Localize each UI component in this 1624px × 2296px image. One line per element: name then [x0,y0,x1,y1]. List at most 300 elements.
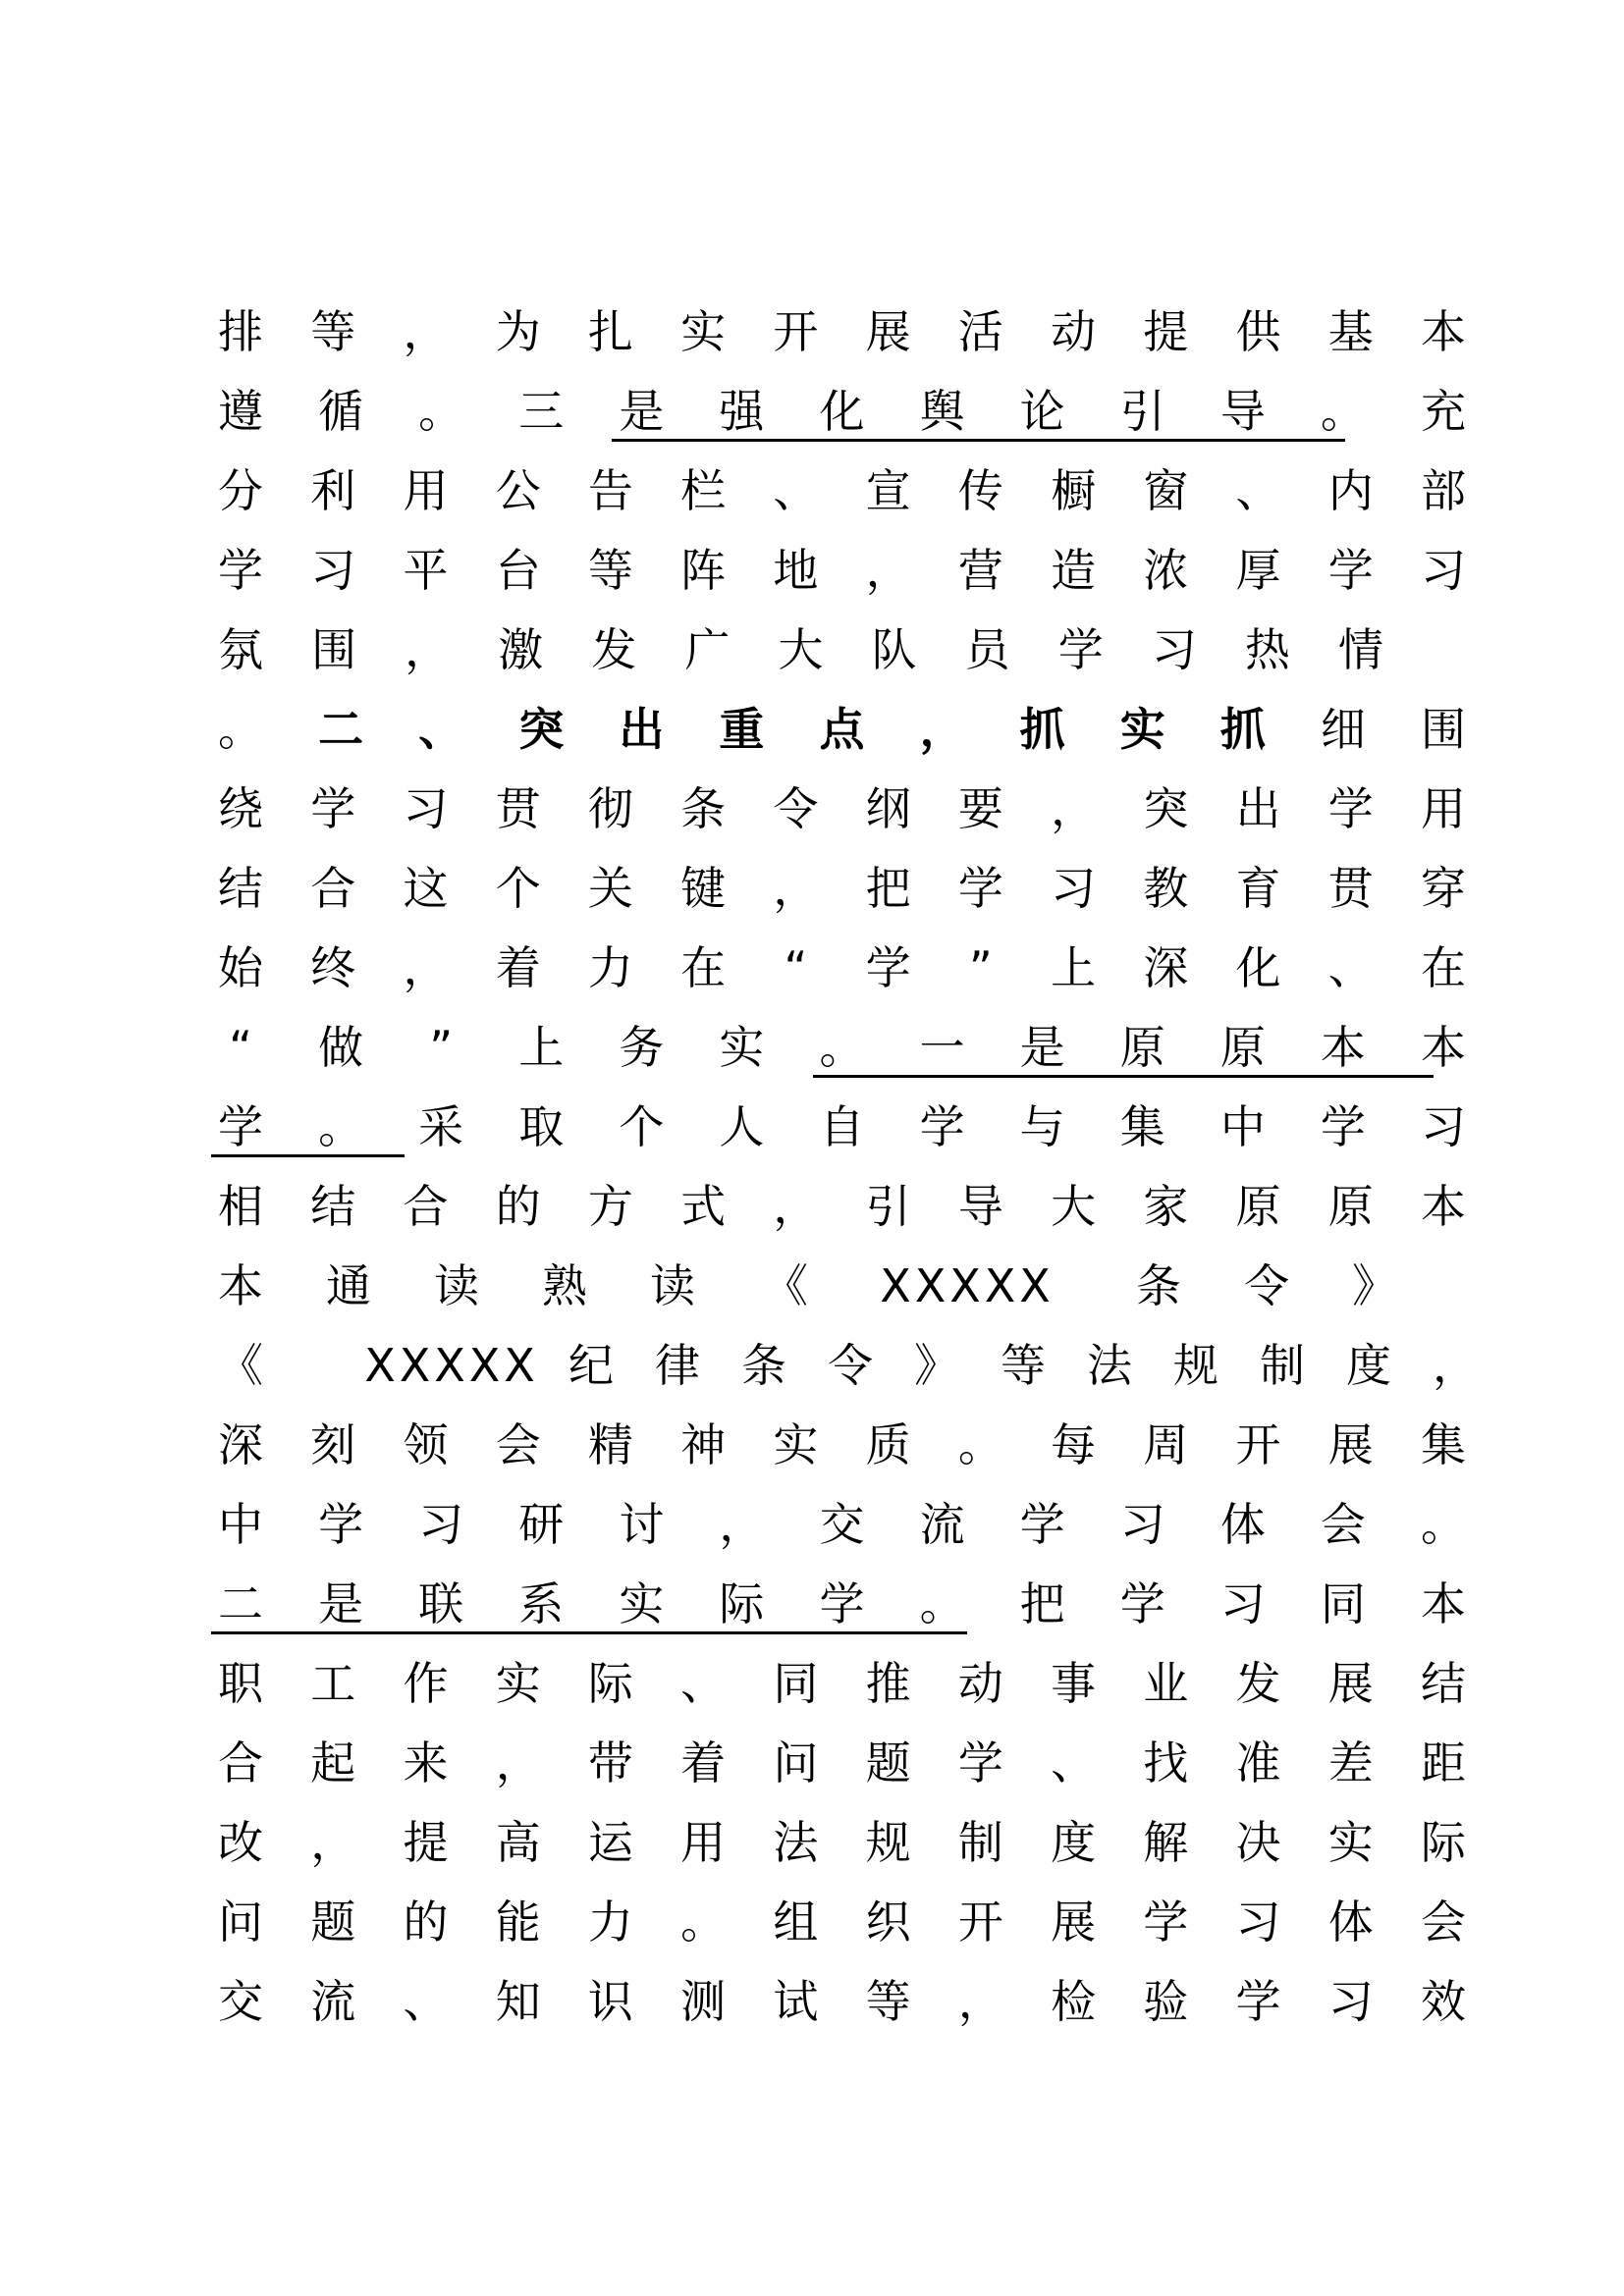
char: 习 [1421,544,1466,597]
char: 学 [1119,1577,1165,1630]
text-line-15 [0,1415,1624,1474]
char: 决 [1235,1816,1281,1869]
underline [211,1631,967,1634]
char: 为 [495,305,541,358]
char: 研 [518,1498,565,1551]
char: 抓 [1019,703,1065,756]
char: 。 [680,1896,727,1949]
char: 橱 [1051,464,1097,517]
char: 学 [865,941,911,994]
char: 在 [680,941,727,994]
char: 化 [1235,941,1281,994]
char: 高 [495,1816,541,1869]
char: 读 [434,1259,479,1312]
char: 引 [865,1180,911,1233]
char: 深 [218,1418,263,1471]
char: 供 [1235,305,1281,358]
char: 习 [403,782,449,835]
char: 排 [218,305,263,358]
char: 本 [1421,1021,1466,1074]
char: ， [1433,1339,1478,1392]
underline [813,1075,1435,1078]
char: 习 [1327,1975,1374,2028]
char: 始 [218,941,263,994]
char: 、 [1235,464,1281,517]
char: 作 [403,1657,449,1710]
char: 实 [719,1021,765,1074]
char: 提 [403,1816,449,1869]
char: 精 [587,1418,633,1471]
char: 找 [1143,1736,1189,1789]
char: 实 [1327,1816,1374,1869]
text-line-19 [0,1734,1624,1792]
char: 员 [964,623,1010,676]
char: 条 [680,782,727,835]
char: 交 [819,1498,865,1551]
char: 。 [318,1100,364,1153]
char: 采 [418,1100,464,1153]
char: 原 [1219,1021,1266,1074]
char: 强 [719,385,765,438]
char: 的 [403,1896,449,1949]
char: 集 [1119,1100,1165,1153]
char: 深 [1143,941,1189,994]
char: 熟 [542,1259,587,1312]
char: 能 [495,1896,541,1949]
char: 把 [1019,1577,1065,1630]
char: 习 [1119,1498,1165,1551]
char: ” [429,1021,454,1074]
char: 学 [957,1736,1003,1789]
char: 点 [819,703,865,756]
char: 制 [957,1816,1003,1869]
char: ， [403,305,449,358]
char: 法 [773,1816,819,1869]
char: 实 [495,1657,541,1710]
char: 度 [1051,1816,1097,1869]
char: 、 [418,703,464,756]
text-line-5 [0,620,1624,679]
char: ， [719,1498,765,1551]
char: 流 [919,1498,965,1551]
char: 习 [1051,862,1097,915]
char: 际 [719,1577,765,1630]
char: 学 [957,862,1003,915]
char: 出 [1235,782,1281,835]
char: 三 [518,385,565,438]
char: 习 [1421,1100,1466,1153]
char: 用 [680,1816,727,1869]
placeholder-text: XXXXX [880,1259,1055,1312]
char: 、 [680,1657,727,1710]
char: 取 [518,1100,565,1153]
char: 抓 [1219,703,1266,756]
underline [211,1154,405,1157]
char: 结 [218,862,263,915]
char: 大 [778,623,824,676]
char: 识 [587,1975,633,2028]
char: 距 [1421,1736,1466,1789]
char: 会 [1320,1498,1366,1551]
char: 题 [865,1736,911,1789]
char: 贯 [495,782,541,835]
text-line-16 [0,1495,1624,1554]
char: 系 [518,1577,565,1630]
char: 是 [318,1577,364,1630]
char: 效 [1421,1975,1466,2028]
char: 会 [1421,1896,1466,1949]
char: 质 [865,1418,911,1471]
char: 展 [1327,1418,1374,1471]
char: 结 [1421,1657,1466,1710]
char: 终 [310,941,356,994]
char: 内 [1327,464,1374,517]
char: 学 [1327,782,1374,835]
char: 原 [1327,1180,1374,1233]
char: ， [1051,782,1097,835]
char: 运 [587,1816,633,1869]
char: 平 [403,544,449,597]
placeholder-text: XXXXX [364,1339,539,1392]
char: 推 [865,1657,911,1710]
char: 告 [587,464,633,517]
char: 突 [518,703,565,756]
char: 导 [957,1180,1003,1233]
char: 领 [403,1418,449,1471]
char: 情 [1338,623,1383,676]
char: 开 [773,305,819,358]
char: ， [773,1180,819,1233]
text-line-21 [0,1893,1624,1951]
char: 实 [619,1577,665,1630]
text-line-11 [0,1097,1624,1156]
underline [612,439,1345,442]
char: 与 [1019,1100,1065,1153]
char: 通 [326,1259,371,1312]
char: 浓 [1143,544,1189,597]
char: 学 [1320,1100,1366,1153]
char: 合 [403,1180,449,1233]
char: 习 [310,544,356,597]
char: 织 [865,1896,911,1949]
char: 制 [1260,1339,1305,1392]
char: 体 [1327,1896,1374,1949]
text-line-22 [0,1972,1624,2031]
char: 上 [1051,941,1097,994]
char: 交 [218,1975,263,2028]
char: 令 [1244,1259,1289,1312]
char: 问 [773,1736,819,1789]
char: 栏 [680,464,727,517]
text-line-18 [0,1654,1624,1713]
char: 上 [518,1021,565,1074]
text-line-3 [0,461,1624,520]
char: 本 [1421,1577,1466,1630]
char: 等 [310,305,356,358]
char: 开 [957,1896,1003,1949]
char: 充 [1421,385,1466,438]
char: 等 [587,544,633,597]
char: 学 [318,1498,364,1551]
char: 突 [1143,782,1189,835]
char: 学 [819,1577,865,1630]
char: 公 [495,464,541,517]
char: 发 [1235,1657,1281,1710]
char: 令 [773,782,819,835]
char: 解 [1143,1816,1189,1869]
char: 把 [865,862,911,915]
char: 提 [1143,305,1189,358]
char: 题 [310,1896,356,1949]
char: 实 [1119,703,1165,756]
char: 实 [680,305,727,358]
char: 用 [1421,782,1466,835]
char: 部 [1421,464,1466,517]
char: 规 [1173,1339,1218,1392]
char: ， [403,941,449,994]
char: 营 [957,544,1003,597]
char: 本 [1320,1021,1366,1074]
char: 围 [311,623,357,676]
char: 学 [1235,1975,1281,2028]
char: 同 [773,1657,819,1710]
char: 绕 [218,782,263,835]
text-line-1 [0,302,1624,361]
char: 广 [684,623,731,676]
char: 在 [1421,941,1466,994]
char: 纲 [865,782,911,835]
char: 令 [828,1339,873,1392]
char: 开 [1235,1418,1281,1471]
char: 人 [719,1100,765,1153]
char: 用 [403,464,449,517]
char: 。 [919,1577,965,1630]
char: 扎 [587,305,633,358]
char: 是 [619,385,665,438]
char: 个 [495,862,541,915]
char: 展 [1051,1896,1097,1949]
char: 集 [1421,1418,1466,1471]
char: 学 [310,782,356,835]
char: 引 [1119,385,1165,438]
char: 学 [1143,1896,1189,1949]
char: 发 [591,623,637,676]
char: 神 [680,1418,727,1471]
char: 原 [1235,1180,1281,1233]
char: 联 [418,1577,464,1630]
char: ” [968,941,993,994]
char: 》 [914,1339,959,1392]
char: 导 [1219,385,1266,438]
text-line-2 [0,382,1624,441]
char: 准 [1235,1736,1281,1789]
char: 本 [1421,305,1466,358]
char: 测 [680,1975,727,2028]
char: 活 [957,305,1003,358]
char: 差 [1327,1736,1374,1789]
char: 流 [310,1975,356,2028]
char: 。 [1421,1498,1466,1551]
char: 刻 [310,1418,356,1471]
text-line-8 [0,859,1624,918]
char: 传 [957,464,1003,517]
char: “ [229,1021,252,1074]
char: 动 [957,1657,1003,1710]
char: 自 [819,1100,865,1153]
char: 键 [680,862,727,915]
char: 问 [218,1896,263,1949]
char: 出 [619,703,665,756]
char: 展 [1327,1657,1374,1710]
char: 关 [587,862,633,915]
char: 检 [1051,1975,1097,2028]
char: 学 [218,544,263,597]
char: 是 [1019,1021,1065,1074]
char: 队 [871,623,917,676]
char: 穿 [1421,862,1466,915]
char: 本 [1421,1180,1466,1233]
char: 大 [1051,1180,1097,1233]
char: 。 [1320,385,1366,438]
char: 周 [1143,1418,1189,1471]
char: 条 [1136,1259,1181,1312]
char: 务 [619,1021,665,1074]
char: 起 [310,1736,356,1789]
char: 学 [1019,1498,1065,1551]
char: 宣 [865,464,911,517]
text-line-20 [0,1813,1624,1872]
char: 事 [1051,1657,1097,1710]
char: 基 [1327,305,1374,358]
char: 本 [218,1259,263,1312]
char: 习 [1219,1577,1266,1630]
char: 重 [719,703,765,756]
char: ， [957,1975,1003,2028]
char: 细 [1320,703,1366,756]
char: 条 [741,1339,786,1392]
char: 等 [865,1975,911,2028]
char: 。 [957,1418,1003,1471]
char: 来 [403,1736,449,1789]
char: 窗 [1143,464,1189,517]
char: 要 [957,782,1003,835]
char: 个 [619,1100,665,1153]
char: 中 [218,1498,263,1551]
char: 讨 [619,1498,665,1551]
char: 热 [1244,623,1290,676]
char: 地 [773,544,819,597]
text-line-10 [0,1018,1624,1077]
char: ， [495,1736,541,1789]
char: 带 [587,1736,633,1789]
char: 这 [403,862,449,915]
char: 。 [819,1021,865,1074]
char: ， [310,1816,356,1869]
char: ， [865,544,911,597]
char: 力 [587,941,633,994]
char: 习 [1151,623,1197,676]
char: 验 [1143,1975,1189,2028]
char: 贯 [1327,862,1374,915]
char: 、 [1051,1736,1097,1789]
char: 造 [1051,544,1097,597]
char: 彻 [587,782,633,835]
char: 的 [495,1180,541,1233]
char: 厚 [1235,544,1281,597]
char: 相 [218,1180,263,1233]
char: 激 [498,623,544,676]
text-line-6 [0,700,1624,759]
char: 规 [865,1816,911,1869]
char: 育 [1235,862,1281,915]
char: 职 [218,1657,263,1710]
text-line-12 [0,1177,1624,1236]
char: 实 [773,1418,819,1471]
char: 习 [418,1498,464,1551]
char: 一 [919,1021,965,1074]
char: 《 [218,1339,263,1392]
char: 舆 [919,385,965,438]
char: 分 [218,464,263,517]
char: 工 [310,1657,356,1710]
char: 体 [1219,1498,1266,1551]
text-line-7 [0,779,1624,838]
char: 利 [310,464,356,517]
char: 业 [1143,1657,1189,1710]
char: 遵 [218,385,263,438]
char: 氛 [218,623,263,676]
char: 等 [1001,1339,1046,1392]
char: 原 [1119,1021,1165,1074]
text-line-17 [0,1575,1624,1633]
char: 家 [1143,1180,1189,1233]
char: 知 [495,1975,541,2028]
char: 教 [1143,862,1189,915]
char: 学 [919,1100,965,1153]
char: 会 [495,1418,541,1471]
char: 际 [587,1657,633,1710]
char: 纪 [568,1339,614,1392]
char: “ [784,941,808,994]
char: 每 [1051,1418,1097,1471]
char: 习 [1235,1896,1281,1949]
char: 律 [655,1339,700,1392]
char: 台 [495,544,541,597]
char: 同 [1320,1577,1366,1630]
char: 式 [680,1180,727,1233]
char: 展 [865,305,911,358]
char: 学 [1327,544,1374,597]
text-line-9 [0,938,1624,997]
char: 结 [310,1180,356,1233]
char: 、 [1327,941,1374,994]
char: 做 [318,1021,364,1074]
char: 《 [763,1259,808,1312]
char: 循 [318,385,364,438]
char: 际 [1421,1816,1466,1869]
char: 学 [218,1100,263,1153]
char: 合 [218,1736,263,1789]
char: 。 [218,703,263,756]
char: 、 [773,464,819,517]
char: 改 [218,1816,263,1869]
char: 试 [773,1975,819,2028]
char: 学 [1057,623,1104,676]
char: 。 [418,385,464,438]
char: 组 [773,1896,819,1949]
char: 中 [1219,1100,1266,1153]
char: 二 [318,703,364,756]
